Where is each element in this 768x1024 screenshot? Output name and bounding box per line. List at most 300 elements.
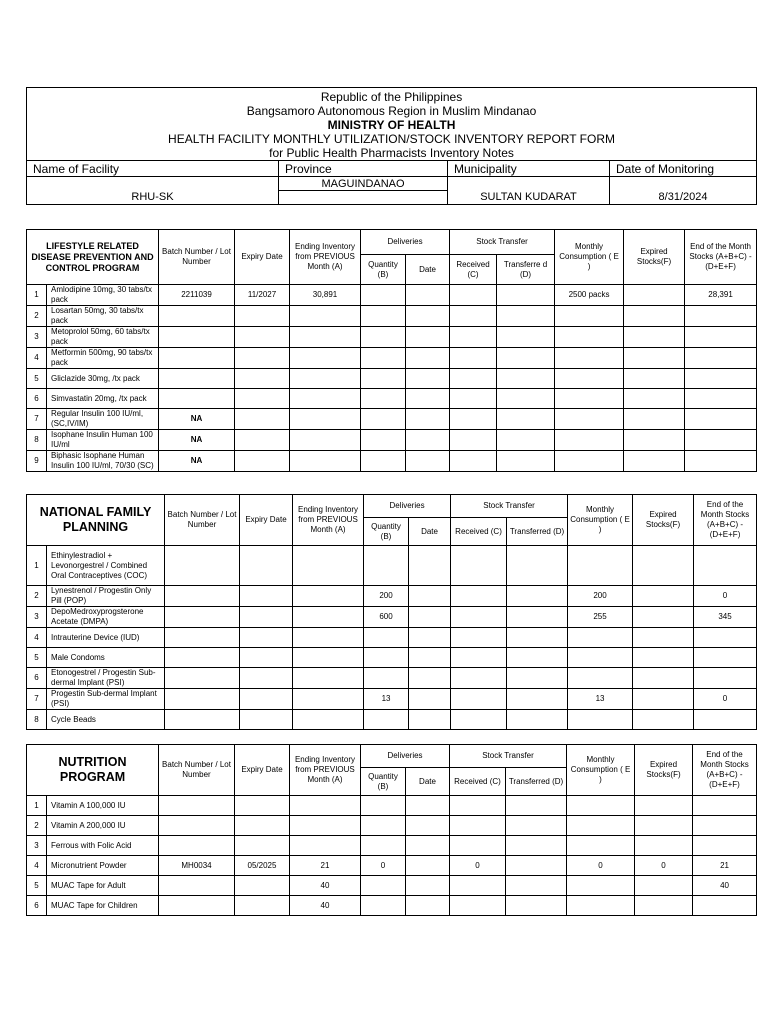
- expiry-date: [235, 876, 290, 896]
- batch-number: [159, 369, 235, 389]
- batch-number: [159, 306, 235, 327]
- table-row: [27, 327, 757, 348]
- expiry-header: Expiry Date: [240, 495, 293, 546]
- end-of-month-stocks: [694, 546, 757, 586]
- delivery-date: [406, 876, 450, 896]
- delivery-date: [406, 327, 450, 348]
- delivery-quantity: 200: [364, 586, 409, 607]
- monthly-consumption: 2500 packs: [555, 285, 624, 306]
- transferred-qty: [506, 896, 567, 916]
- ending-inventory: 30,891: [290, 285, 361, 306]
- transferred-header: Transferre d (D): [497, 255, 555, 285]
- item-name: Regular Insulin 100 IU/ml, (SC,IV/IM): [47, 409, 159, 430]
- delivery-date: [406, 836, 450, 856]
- transferred-qty: [497, 451, 555, 472]
- delivery-date: [409, 628, 451, 648]
- batch-number: 2211039: [159, 285, 235, 306]
- delivery-quantity: [364, 546, 409, 586]
- end-of-month-stocks: [685, 327, 757, 348]
- expiry-date: [235, 836, 290, 856]
- ending-inventory: [293, 607, 364, 628]
- expiry-header: Expiry Date: [235, 745, 290, 796]
- item-name: MUAC Tape for Adult: [47, 876, 159, 896]
- delivery-quantity: [361, 306, 406, 327]
- nutrition-title: NUTRITION PROGRAM: [27, 745, 159, 796]
- transferred-qty: [507, 628, 568, 648]
- received-qty: [450, 836, 506, 856]
- monthly-consumption: 255: [568, 607, 633, 628]
- expiry-date: [240, 546, 293, 586]
- monthly-consumption: [555, 430, 624, 451]
- delivery-quantity: [361, 816, 406, 836]
- table-row: [27, 607, 757, 628]
- expiry-date: [240, 689, 293, 710]
- province-blank: [279, 191, 448, 205]
- row-number: 3: [27, 836, 47, 856]
- delivery-quantity: [361, 285, 406, 306]
- monthly-consumption: [555, 409, 624, 430]
- expiry-date: [235, 409, 290, 430]
- delivery-date: [406, 816, 450, 836]
- expiry-date: [235, 348, 290, 369]
- delivery-date: [409, 648, 451, 668]
- delivery-quantity: [361, 369, 406, 389]
- expiry-date: [235, 451, 290, 472]
- batch-number: MH0034: [159, 856, 235, 876]
- monthly-consumption: [568, 546, 633, 586]
- expired-stocks: [624, 430, 685, 451]
- item-name: DepoMedroxyprogsterone Acetate (DMPA): [47, 607, 165, 628]
- item-name: MUAC Tape for Children: [47, 896, 159, 916]
- transferred-qty: [507, 586, 568, 607]
- form-subtitle: for Public Health Pharmacists Inventory Notes: [269, 145, 514, 160]
- batch-number: [159, 348, 235, 369]
- table-row: [27, 668, 757, 689]
- lifestyle-table: [26, 229, 757, 472]
- delivery-quantity: 13: [364, 689, 409, 710]
- row-number: 2: [27, 586, 47, 607]
- row-number: 1: [27, 546, 47, 586]
- received-qty: [451, 607, 507, 628]
- batch-header: Batch Number / Lot Number: [159, 745, 235, 796]
- deliveries-header: Deliveries: [361, 230, 450, 255]
- delivery-date: [409, 607, 451, 628]
- delivery-quantity: 0: [361, 856, 406, 876]
- monthly-consumption: [567, 816, 635, 836]
- facility-value: RHU-SK: [27, 177, 279, 205]
- received-qty: [450, 896, 506, 916]
- delivery-quantity: [361, 896, 406, 916]
- delivery-quantity: [364, 710, 409, 730]
- province-value: MAGUINDANAO: [279, 177, 448, 191]
- family-planning-title: NATIONAL FAMILY PLANNING: [27, 495, 165, 546]
- delivery-date: [409, 586, 451, 607]
- received-header: Received (C): [450, 255, 497, 285]
- row-number: 1: [27, 796, 47, 816]
- received-qty: [450, 430, 497, 451]
- ending-header: Ending Inventory from PREVIOUS Month (A): [290, 745, 361, 796]
- expiry-date: [235, 369, 290, 389]
- table-row: [27, 836, 757, 856]
- expired-stocks: [635, 896, 693, 916]
- item-name: Ethinylestradiol + Levonorgestrel / Combined Oral Contraceptives (COC): [47, 546, 165, 586]
- municipality-value: SULTAN KUDARAT: [448, 177, 610, 205]
- item-name: Micronutrient Powder: [47, 856, 159, 876]
- municipality-label: Municipality: [448, 161, 610, 177]
- end-of-month-stocks: [685, 306, 757, 327]
- item-name: Vitamin A 200,000 IU: [47, 816, 159, 836]
- end-of-month-stocks: 0: [694, 689, 757, 710]
- monthly-consumption: [567, 796, 635, 816]
- delivery-quantity: [361, 409, 406, 430]
- batch-number: [159, 796, 235, 816]
- table-row: [27, 451, 757, 472]
- monthly-consumption: 0: [567, 856, 635, 876]
- item-name: Lynestrenol / Progestin Only Pill (POP): [47, 586, 165, 607]
- delivery-quantity: [361, 327, 406, 348]
- table-row: [27, 896, 757, 916]
- monthly-consumption: 200: [568, 586, 633, 607]
- ending-inventory: [290, 451, 361, 472]
- table-row: [27, 306, 757, 327]
- batch-number: [159, 896, 235, 916]
- delivery-date: [406, 896, 450, 916]
- row-number: 9: [27, 451, 47, 472]
- table-row: [27, 628, 757, 648]
- country-line: Republic of the Philippines: [320, 89, 463, 104]
- end-of-month-stocks: [694, 648, 757, 668]
- ending-inventory: [290, 796, 361, 816]
- received-qty: [450, 816, 506, 836]
- batch-number: [159, 816, 235, 836]
- delivery-date: [409, 689, 451, 710]
- delivery-quantity: [364, 668, 409, 689]
- row-number: 5: [27, 369, 47, 389]
- end-of-month-stocks: [694, 710, 757, 730]
- received-header: Received (C): [451, 518, 507, 546]
- row-number: 7: [27, 409, 47, 430]
- batch-header: Batch Number / Lot Number: [165, 495, 240, 546]
- item-name: Metoprolol 50mg, 60 tabs/tx pack: [47, 327, 159, 348]
- expired-stocks: [624, 327, 685, 348]
- end-of-month-stocks: [685, 369, 757, 389]
- batch-number: [165, 628, 240, 648]
- table-row: [27, 710, 757, 730]
- row-number: 2: [27, 306, 47, 327]
- received-qty: [451, 546, 507, 586]
- header-title-block: [27, 88, 757, 161]
- delivery-quantity: 600: [364, 607, 409, 628]
- date-header: Date: [406, 255, 450, 285]
- family-planning-table: [26, 494, 757, 730]
- monthly-consumption: [568, 648, 633, 668]
- received-qty: [450, 389, 497, 409]
- expiry-header: Expiry Date: [235, 230, 290, 285]
- deliveries-header: Deliveries: [364, 495, 451, 518]
- delivery-quantity: [361, 796, 406, 816]
- form-title: HEALTH FACILITY MONTHLY UTILIZATION/STOCK INVENTORY REPORT FORM: [168, 131, 616, 146]
- delivery-date: [406, 430, 450, 451]
- row-number: 3: [27, 327, 47, 348]
- expiry-date: [240, 628, 293, 648]
- table-row: [27, 816, 757, 836]
- expiry-date: [235, 896, 290, 916]
- table-row: [27, 348, 757, 369]
- end-of-month-stocks: 40: [693, 876, 757, 896]
- transferred-qty: [507, 710, 568, 730]
- batch-number: [165, 586, 240, 607]
- expiry-date: [240, 648, 293, 668]
- ending-inventory: [290, 389, 361, 409]
- monthly-consumption: [567, 896, 635, 916]
- expiry-date: [240, 668, 293, 689]
- quantity-header: Quantity (B): [361, 768, 406, 796]
- transferred-qty: [506, 876, 567, 896]
- date-header: Date: [409, 518, 451, 546]
- delivery-quantity: [361, 430, 406, 451]
- stock-transfer-header: Stock Transfer: [451, 495, 568, 518]
- expired-header: Expired Stocks(F): [624, 230, 685, 285]
- item-name: Simvastatin 20mg, /tx pack: [47, 389, 159, 409]
- expired-stocks: [624, 369, 685, 389]
- row-number: 6: [27, 896, 47, 916]
- received-qty: [451, 586, 507, 607]
- lifestyle-title: LIFESTYLE RELATED DISEASE PREVENTION AND CONTROL PROGRAM: [27, 230, 159, 285]
- ending-inventory: [290, 327, 361, 348]
- item-name: Cycle Beads: [47, 710, 165, 730]
- delivery-date: [406, 389, 450, 409]
- table-row: [27, 546, 757, 586]
- transferred-qty: [507, 648, 568, 668]
- delivery-date: [406, 369, 450, 389]
- item-name: Losartan 50mg, 30 tabs/tx pack: [47, 306, 159, 327]
- transferred-qty: [506, 816, 567, 836]
- received-qty: [450, 285, 497, 306]
- batch-number: [165, 607, 240, 628]
- date-header: Date: [406, 768, 450, 796]
- transferred-qty: [507, 689, 568, 710]
- transferred-header: Transferred (D): [506, 768, 567, 796]
- ending-inventory: 40: [290, 896, 361, 916]
- expiry-date: [240, 586, 293, 607]
- end-of-month-stocks: [685, 348, 757, 369]
- province-label: Province: [279, 161, 448, 177]
- expired-stocks: [624, 409, 685, 430]
- expired-stocks: [635, 876, 693, 896]
- end-of-month-stocks: 0: [694, 586, 757, 607]
- delivery-quantity: [361, 451, 406, 472]
- stock-transfer-header: Stock Transfer: [450, 745, 567, 768]
- row-number: 4: [27, 628, 47, 648]
- expired-stocks: [633, 546, 694, 586]
- row-number: 8: [27, 710, 47, 730]
- end-of-month-stocks: [685, 389, 757, 409]
- ending-inventory: [293, 648, 364, 668]
- ministry-line: MINISTRY OF HEALTH: [327, 117, 456, 132]
- deliveries-header: Deliveries: [361, 745, 450, 768]
- end-of-month-stocks: [693, 836, 757, 856]
- expiry-date: [235, 430, 290, 451]
- table-row: [27, 389, 757, 409]
- table-row: [27, 586, 757, 607]
- transferred-qty: [497, 389, 555, 409]
- row-number: 4: [27, 856, 47, 876]
- delivery-date: [406, 451, 450, 472]
- delivery-date: [406, 796, 450, 816]
- expired-stocks: [633, 710, 694, 730]
- delivery-date: [406, 856, 450, 876]
- delivery-date: [409, 668, 451, 689]
- expiry-date: [235, 816, 290, 836]
- end-of-month-stocks: [693, 796, 757, 816]
- expired-stocks: [624, 285, 685, 306]
- item-name: Intrauterine Device (IUD): [47, 628, 165, 648]
- received-qty: [450, 876, 506, 896]
- received-header: Received (C): [450, 768, 506, 796]
- end-of-month-stocks: 21: [693, 856, 757, 876]
- ending-inventory: [293, 689, 364, 710]
- ending-inventory: 21: [290, 856, 361, 876]
- row-number: 1: [27, 285, 47, 306]
- monthly-header: Monthly Consumption ( E ): [555, 230, 624, 285]
- item-name: Male Condoms: [47, 648, 165, 668]
- row-number: 2: [27, 816, 47, 836]
- stock-transfer-header: Stock Transfer: [450, 230, 555, 255]
- batch-number: [165, 710, 240, 730]
- row-number: 3: [27, 607, 47, 628]
- monthly-consumption: [568, 710, 633, 730]
- batch-header: Batch Number / Lot Number: [159, 230, 235, 285]
- expired-stocks: [635, 796, 693, 816]
- transferred-header: Transferred (D): [507, 518, 568, 546]
- batch-number: [165, 668, 240, 689]
- batch-number: [159, 327, 235, 348]
- table-row: [27, 648, 757, 668]
- monthly-consumption: [567, 836, 635, 856]
- expiry-date: [235, 306, 290, 327]
- expiry-date: [235, 796, 290, 816]
- row-number: 6: [27, 668, 47, 689]
- ending-inventory: [290, 430, 361, 451]
- received-qty: [451, 710, 507, 730]
- transferred-qty: [497, 369, 555, 389]
- batch-number: [165, 546, 240, 586]
- quantity-header: Quantity (B): [364, 518, 409, 546]
- ending-inventory: [293, 668, 364, 689]
- monthly-consumption: [568, 668, 633, 689]
- received-qty: 0: [450, 856, 506, 876]
- ending-inventory: 40: [290, 876, 361, 896]
- delivery-quantity: [364, 628, 409, 648]
- ending-header: Ending Inventory from PREVIOUS Month (A): [290, 230, 361, 285]
- transferred-qty: [507, 546, 568, 586]
- item-name: Metformin 500mg, 90 tabs/tx pack: [47, 348, 159, 369]
- monthly-consumption: [567, 876, 635, 896]
- table-row: [27, 430, 757, 451]
- expiry-date: [235, 389, 290, 409]
- date-label: Date of Monitoring: [610, 161, 757, 177]
- end-of-month-stocks: [685, 409, 757, 430]
- ending-inventory: [290, 306, 361, 327]
- batch-number: [159, 836, 235, 856]
- delivery-date: [409, 710, 451, 730]
- transferred-qty: [497, 409, 555, 430]
- row-number: 7: [27, 689, 47, 710]
- batch-number: NA: [159, 451, 235, 472]
- monthly-consumption: [555, 306, 624, 327]
- expired-stocks: [633, 628, 694, 648]
- end-of-month-stocks: [685, 451, 757, 472]
- received-qty: [451, 628, 507, 648]
- row-number: 6: [27, 389, 47, 409]
- row-number: 5: [27, 648, 47, 668]
- received-qty: [450, 348, 497, 369]
- expired-stocks: [624, 451, 685, 472]
- item-name: Ferrous with Folic Acid: [47, 836, 159, 856]
- monthly-consumption: [555, 348, 624, 369]
- table-row: [27, 796, 757, 816]
- expired-stocks: [635, 816, 693, 836]
- received-qty: [450, 451, 497, 472]
- row-number: 4: [27, 348, 47, 369]
- batch-number: NA: [159, 409, 235, 430]
- received-qty: [450, 796, 506, 816]
- ending-inventory: [290, 836, 361, 856]
- facility-label: Name of Facility: [27, 161, 279, 177]
- transferred-qty: [497, 285, 555, 306]
- received-qty: [450, 327, 497, 348]
- expired-header: Expired Stocks(F): [635, 745, 693, 796]
- transferred-qty: [497, 306, 555, 327]
- received-qty: [450, 369, 497, 389]
- expired-stocks: [635, 836, 693, 856]
- expired-stocks: [624, 306, 685, 327]
- ending-inventory: [290, 409, 361, 430]
- batch-number: [159, 876, 235, 896]
- received-qty: [451, 689, 507, 710]
- item-name: Vitamin A 100,000 IU: [47, 796, 159, 816]
- ending-inventory: [290, 816, 361, 836]
- batch-number: [159, 389, 235, 409]
- expired-stocks: [633, 689, 694, 710]
- ending-inventory: [290, 369, 361, 389]
- delivery-date: [406, 348, 450, 369]
- transferred-qty: [497, 327, 555, 348]
- delivery-quantity: [361, 836, 406, 856]
- received-qty: [450, 409, 497, 430]
- expired-stocks: [633, 586, 694, 607]
- monthly-consumption: [555, 451, 624, 472]
- item-name: Biphasic Isophane Human Insulin 100 IU/ml, 70/30 (SC): [47, 451, 159, 472]
- end-of-month-stocks: [694, 628, 757, 648]
- transferred-qty: [497, 430, 555, 451]
- received-qty: [450, 306, 497, 327]
- delivery-date: [406, 285, 450, 306]
- monthly-consumption: 13: [568, 689, 633, 710]
- end-of-month-stocks: [685, 430, 757, 451]
- row-number: 8: [27, 430, 47, 451]
- date-value: 8/31/2024: [610, 177, 757, 205]
- delivery-quantity: [361, 348, 406, 369]
- table-row: [27, 876, 757, 896]
- expiry-date: [240, 607, 293, 628]
- table-row: [27, 285, 757, 306]
- received-qty: [451, 648, 507, 668]
- end-stock-header: End of the Month Stocks (A+B+C) - (D+E+F): [694, 495, 757, 546]
- quantity-header: Quantity (B): [361, 255, 406, 285]
- item-name: Progestin Sub-dermal Implant (PSI): [47, 689, 165, 710]
- expiry-date: [235, 327, 290, 348]
